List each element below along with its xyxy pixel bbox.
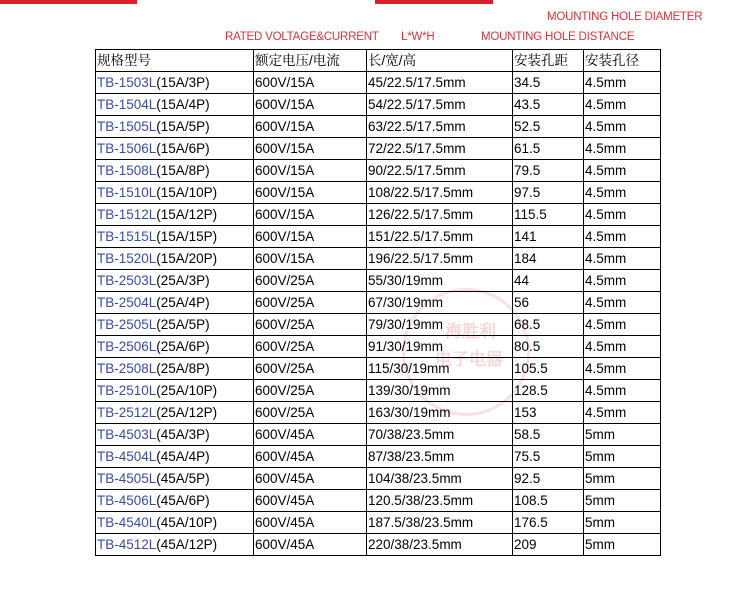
cell-dimensions: 87/38/23.5mm xyxy=(367,446,513,468)
cell-hole-distance: 80.5 xyxy=(513,336,584,358)
table-row xyxy=(96,490,661,512)
cell-model: TB-2508L(25A/8P) xyxy=(96,358,254,380)
table-row xyxy=(96,468,661,490)
cell-hole-distance: 61.5 xyxy=(513,138,584,160)
cell-dimensions: 126/22.5/17.5mm xyxy=(367,204,513,226)
cell-voltage: 600V/15A xyxy=(254,248,367,270)
dimensions-label: L*W*H xyxy=(401,31,435,43)
cell-model: TB-4504L(45A/4P) xyxy=(96,446,254,468)
cell-hole-diameter: 4.5mm xyxy=(584,182,661,204)
header-rated-voltage-current: 额定电压/电流 xyxy=(254,50,367,72)
table-row xyxy=(96,72,661,94)
cell-voltage: 600V/25A xyxy=(254,292,367,314)
cell-model: TB-4506L(45A/6P) xyxy=(96,490,254,512)
cell-hole-diameter: 4.5mm xyxy=(584,380,661,402)
table-row xyxy=(96,336,661,358)
cell-dimensions: 139/30/19mm xyxy=(367,380,513,402)
cell-dimensions: 104/38/23.5mm xyxy=(367,468,513,490)
cell-dimensions: 91/30/19mm xyxy=(367,336,513,358)
cell-voltage: 600V/25A xyxy=(254,270,367,292)
cell-model: TB-2512L(25A/12P) xyxy=(96,402,254,424)
cell-voltage: 600V/15A xyxy=(254,204,367,226)
cell-voltage: 600V/45A xyxy=(254,446,367,468)
cell-hole-distance: 58.5 xyxy=(513,424,584,446)
cell-model: TB-2504L(25A/4P) xyxy=(96,292,254,314)
cell-model: TB-1508L(15A/8P) xyxy=(96,160,254,182)
mounting-hole-diameter-label: MOUNTING HOLE DIAMETER xyxy=(547,11,703,23)
cell-dimensions: 196/22.5/17.5mm xyxy=(367,248,513,270)
cell-model: TB-1520L(15A/20P) xyxy=(96,248,254,270)
cell-voltage: 600V/45A xyxy=(254,424,367,446)
cell-model: TB-4540L(45A/10P) xyxy=(96,512,254,534)
cell-model: TB-1510L(15A/10P) xyxy=(96,182,254,204)
cell-dimensions: 63/22.5/17.5mm xyxy=(367,116,513,138)
cell-hole-diameter: 5mm xyxy=(584,490,661,512)
cell-model: TB-1515L(15A/15P) xyxy=(96,226,254,248)
table-row xyxy=(96,402,661,424)
cell-model: TB-2506L(25A/6P) xyxy=(96,336,254,358)
cell-hole-distance: 176.5 xyxy=(513,512,584,534)
cell-hole-diameter: 4.5mm xyxy=(584,402,661,424)
cell-hole-distance: 153 xyxy=(513,402,584,424)
cell-dimensions: 108/22.5/17.5mm xyxy=(367,182,513,204)
table-row xyxy=(96,512,661,534)
cell-voltage: 600V/15A xyxy=(254,226,367,248)
cell-hole-diameter: 4.5mm xyxy=(584,270,661,292)
cell-dimensions: 90/22.5/17.5mm xyxy=(367,160,513,182)
table-row xyxy=(96,182,661,204)
cell-hole-distance: 79.5 xyxy=(513,160,584,182)
cell-hole-diameter: 5mm xyxy=(584,512,661,534)
cell-model: TB-1505L(15A/5P) xyxy=(96,116,254,138)
cell-hole-distance: 56 xyxy=(513,292,584,314)
cell-voltage: 600V/15A xyxy=(254,182,367,204)
cell-hole-diameter: 5mm xyxy=(584,446,661,468)
cell-hole-distance: 44 xyxy=(513,270,584,292)
watermark-seal-icon: 海胜利 电子电器 xyxy=(402,288,530,416)
cell-hole-distance: 141 xyxy=(513,226,584,248)
cell-dimensions: 45/22.5/17.5mm xyxy=(367,72,513,94)
cell-hole-distance: 115.5 xyxy=(513,204,584,226)
cell-dimensions: 151/22.5/17.5mm xyxy=(367,226,513,248)
cell-voltage: 600V/15A xyxy=(254,116,367,138)
cell-hole-distance: 52.5 xyxy=(513,116,584,138)
cell-dimensions: 220/38/23.5mm xyxy=(367,534,513,556)
cell-voltage: 600V/15A xyxy=(254,138,367,160)
table-row xyxy=(96,424,661,446)
cell-dimensions: 187.5/38/23.5mm xyxy=(367,512,513,534)
table-row xyxy=(96,160,661,182)
header-hole-distance: 安装孔距 xyxy=(513,50,584,72)
cell-hole-diameter: 4.5mm xyxy=(584,358,661,380)
cell-model: TB-4503L(45A/3P) xyxy=(96,424,254,446)
cell-voltage: 600V/25A xyxy=(254,402,367,424)
cell-voltage: 600V/45A xyxy=(254,534,367,556)
cell-hole-distance: 108.5 xyxy=(513,490,584,512)
cell-hole-diameter: 5mm xyxy=(584,468,661,490)
cell-dimensions: 79/30/19mm xyxy=(367,314,513,336)
table-row xyxy=(96,534,661,556)
cell-hole-diameter: 4.5mm xyxy=(584,314,661,336)
cell-hole-diameter: 4.5mm xyxy=(584,292,661,314)
table-row xyxy=(96,248,661,270)
top-red-bar-left xyxy=(0,0,137,4)
cell-voltage: 600V/45A xyxy=(254,512,367,534)
cell-voltage: 600V/45A xyxy=(254,490,367,512)
cell-hole-diameter: 5mm xyxy=(584,424,661,446)
cell-voltage: 600V/25A xyxy=(254,314,367,336)
cell-voltage: 600V/15A xyxy=(254,72,367,94)
table-row xyxy=(96,226,661,248)
top-red-bar-right xyxy=(375,0,493,4)
table-row xyxy=(96,292,661,314)
header-hole-diameter: 安装孔径 xyxy=(584,50,661,72)
cell-model: TB-1504L(15A/4P) xyxy=(96,94,254,116)
table-row xyxy=(96,116,661,138)
cell-model: TB-1503L(15A/3P) xyxy=(96,72,254,94)
table-row xyxy=(96,94,661,116)
table-row xyxy=(96,204,661,226)
table-row xyxy=(96,380,661,402)
table-row xyxy=(96,270,661,292)
cell-dimensions: 55/30/19mm xyxy=(367,270,513,292)
cell-dimensions: 67/30/19mm xyxy=(367,292,513,314)
cell-model: TB-1506L(15A/6P) xyxy=(96,138,254,160)
table-row xyxy=(96,446,661,468)
header-dimensions: 长/宽/高 xyxy=(367,50,513,72)
cell-model: TB-2510L(25A/10P) xyxy=(96,380,254,402)
cell-hole-diameter: 4.5mm xyxy=(584,160,661,182)
table-row xyxy=(96,314,661,336)
cell-model: TB-1512L(15A/12P) xyxy=(96,204,254,226)
cell-voltage: 600V/15A xyxy=(254,160,367,182)
cell-hole-diameter: 5mm xyxy=(584,534,661,556)
cell-model: TB-2505L(25A/5P) xyxy=(96,314,254,336)
cell-voltage: 600V/45A xyxy=(254,468,367,490)
cell-voltage: 600V/25A xyxy=(254,380,367,402)
cell-hole-distance: 184 xyxy=(513,248,584,270)
cell-hole-distance: 97.5 xyxy=(513,182,584,204)
cell-dimensions: 70/38/23.5mm xyxy=(367,424,513,446)
cell-hole-distance: 34.5 xyxy=(513,72,584,94)
header-model: 规格型号 xyxy=(96,50,254,72)
cell-dimensions: 54/22.5/17.5mm xyxy=(367,94,513,116)
cell-hole-distance: 105.5 xyxy=(513,358,584,380)
mounting-hole-distance-label: MOUNTING HOLE DISTANCE xyxy=(481,31,635,43)
cell-hole-distance: 209 xyxy=(513,534,584,556)
cell-voltage: 600V/25A xyxy=(254,358,367,380)
table-row xyxy=(96,358,661,380)
cell-model: TB-2503L(25A/3P) xyxy=(96,270,254,292)
cell-dimensions: 72/22.5/17.5mm xyxy=(367,138,513,160)
cell-dimensions: 120.5/38/23.5mm xyxy=(367,490,513,512)
rated-voltage-current-label: RATED VOLTAGE&CURRENT xyxy=(225,31,379,43)
cell-hole-distance: 92.5 xyxy=(513,468,584,490)
table-row xyxy=(96,138,661,160)
cell-hole-distance: 75.5 xyxy=(513,446,584,468)
spec-table xyxy=(95,49,661,556)
table-header-row xyxy=(96,50,661,72)
cell-hole-diameter: 4.5mm xyxy=(584,248,661,270)
cell-hole-diameter: 4.5mm xyxy=(584,336,661,358)
cell-model: TB-4505L(45A/5P) xyxy=(96,468,254,490)
cell-hole-diameter: 4.5mm xyxy=(584,94,661,116)
cell-hole-distance: 43.5 xyxy=(513,94,584,116)
cell-hole-diameter: 4.5mm xyxy=(584,116,661,138)
cell-hole-diameter: 4.5mm xyxy=(584,204,661,226)
cell-hole-diameter: 4.5mm xyxy=(584,226,661,248)
cell-hole-diameter: 4.5mm xyxy=(584,72,661,94)
cell-hole-diameter: 4.5mm xyxy=(584,138,661,160)
cell-voltage: 600V/15A xyxy=(254,94,367,116)
cell-hole-distance: 128.5 xyxy=(513,380,584,402)
cell-hole-distance: 68.5 xyxy=(513,314,584,336)
cell-dimensions: 163/30/19mm xyxy=(367,402,513,424)
cell-voltage: 600V/25A xyxy=(254,336,367,358)
cell-model: TB-4512L(45A/12P) xyxy=(96,534,254,556)
cell-dimensions: 115/30/19mm xyxy=(367,358,513,380)
